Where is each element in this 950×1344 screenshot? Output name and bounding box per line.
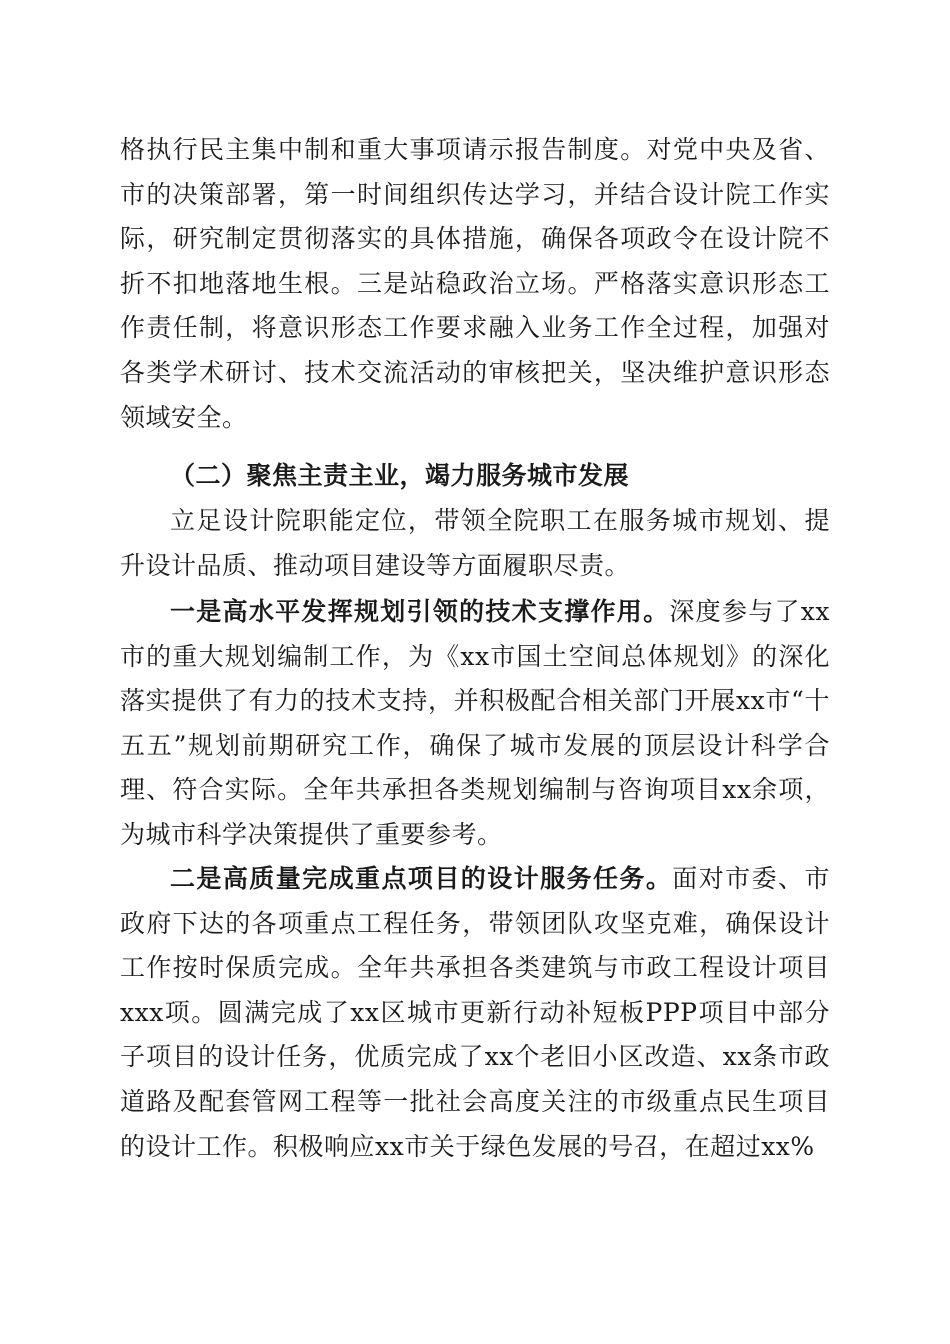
point-one-lead: 一是高水平发挥规划引领的技术支撑作用。: [170, 597, 670, 626]
point-two-body: 面对市委、市政府下达的各项重点工程任务，带领团队攻坚克难，确保设计工作按时保质完成。全年共承担各类建筑与市政工程设计项目xxx项。圆满完成了xx区城市更新行动补短板PPP项目中部分子项目的设计任务，优质完成了xx个老旧小区改造、xx条市政道路及配套管网工程等一批社会高度关注的市级重点民生项目的设计工作。积极响应xx市关于绿色发展的号召，在超过xx%: [120, 864, 830, 1161]
intro-paragraph: 立足设计院职能定位，带领全院职工在服务城市规划、提升设计品质、推动项目建设等方面履职尽责。: [120, 506, 830, 580]
point-one-body: 深度参与了xx市的重大规划编制工作，为《xx市国土空间总体规划》的深化落实提供了有力的技术支持，并积极配合相关部门开展xx市“十五五”规划前期研究工作，确保了城市发展的顶层设计科学合理、符合实际。全年共承担各类规划编制与咨询项目xx余项，为城市科学决策提供了重要参考。: [120, 597, 830, 849]
point-two-lead: 二是高质量完成重点项目的设计服务任务。: [170, 864, 673, 893]
point-one-paragraph: [120, 590, 830, 858]
point-two-paragraph: [120, 857, 830, 1169]
section-heading: （二）聚焦主责主业，竭力服务城市发展: [170, 461, 630, 490]
paragraph-continuation: 格执行民主集中制和重大事项请示报告制度。对党中央及省、市的决策部署，第一时间组织传达学习，并结合设计院工作实际，研究制定贯彻落实的具体措施，确保各项政令在设计院不折不扣地落地生根。三是站稳政治立场。严格落实意识形态工作责任制，将意识形态工作要求融入业务工作全过程，加强对各类学术研讨、技术交流活动的审核把关，坚决维护意识形态领域安全。: [120, 135, 830, 432]
